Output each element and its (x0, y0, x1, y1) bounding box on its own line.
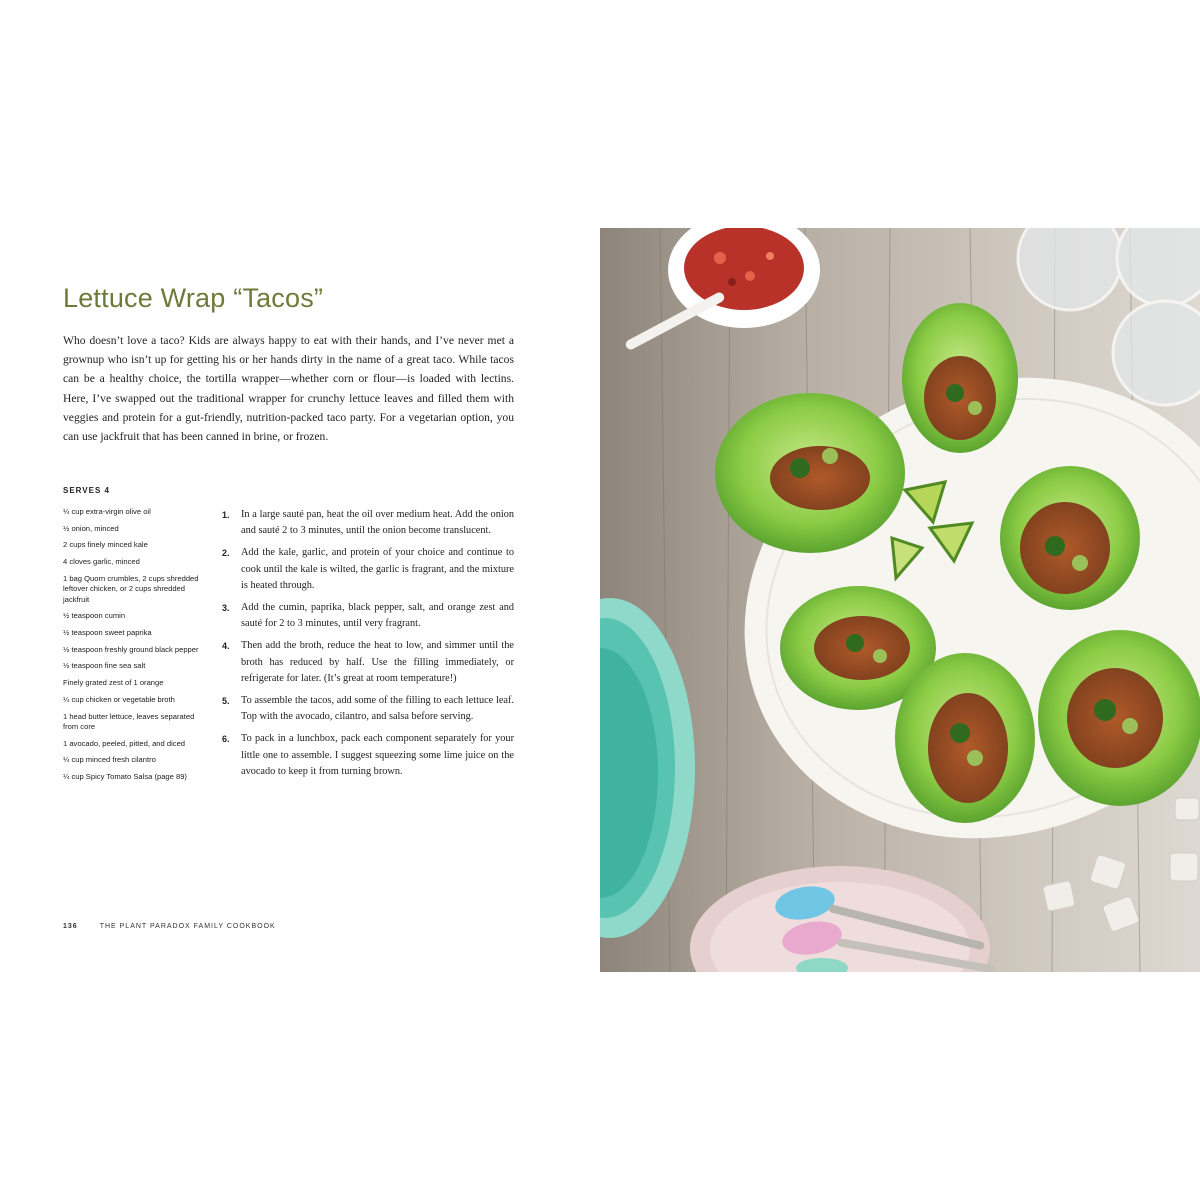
ingredient-item: 1 avocado, peeled, pitted, and diced (63, 738, 186, 748)
step-text: In a large sauté pan, heat the oil over medium heat. Add the onion and sauté 2 to 3 minutes, until the onion become translucent. (241, 509, 514, 537)
ingredient-list (63, 507, 203, 789)
ingredient-item: ½ onion, minced (63, 523, 119, 533)
method-step (222, 638, 514, 687)
lettuce-taco (895, 653, 1035, 823)
book-title: THE PLANT PARADOX FAMILY COOKBOOK (99, 923, 276, 930)
lettuce-taco (1038, 630, 1200, 806)
lettuce-taco (715, 393, 905, 553)
step-text: To pack in a lunchbox, pack each component separately for your little one to assemble. I suggest squeezing some lime juice on the avocado to keep it from turning brown. (241, 733, 514, 778)
ingredient-item: 1 bag Quorn crumbles, 2 cups shredded leftover chicken, or 2 cups shredded jackfruit (63, 573, 199, 604)
ingredient-item: ¼ cup minced fresh cilantro (63, 755, 156, 765)
ingredient-item: ¼ cup extra-virgin olive oil (63, 507, 151, 516)
ingredient-item: Finely grated zest of 1 orange (63, 678, 164, 688)
ingredient-item: 4 cloves garlic, minced (63, 557, 140, 567)
ingredient-item: ½ teaspoon fine sea salt (63, 661, 146, 671)
serves-label: SERVES 4 (63, 486, 110, 495)
step-number: 1. (222, 510, 230, 520)
step-number: 3. (222, 603, 230, 614)
recipe-title: Lettuce Wrap “Tacos” (63, 283, 324, 313)
method-step (222, 507, 514, 540)
step-text: Add the kale, garlic, and protein of your choice and continue to cook until the kale is wilted, the garlic is fragrant, and the mixture is heated through. (241, 547, 514, 592)
ingredient-item: 1 head butter lettuce, leaves separated from core (63, 711, 195, 731)
step-number: 4. (222, 641, 230, 652)
step-number: 6. (222, 734, 230, 745)
step-text: Add the cumin, paprika, black pepper, salt, and orange zest and sauté for 2 to 3 minutes, until very fragrant. (241, 602, 514, 630)
recipe-photo (600, 228, 1200, 972)
step-number: 5. (222, 696, 230, 707)
step-text: Then add the broth, reduce the heat to low, and simmer until the broth has reduced by half. Use the filling immediately, or refrigerate for later. (It’s great at room temperature!) (241, 640, 514, 685)
ingredient-item: ½ teaspoon cumin (63, 611, 126, 621)
ingredient-item: ½ teaspoon sweet paprika (63, 628, 152, 638)
method-steps (222, 507, 514, 786)
ingredient-item: ½ teaspoon freshly ground black pepper (63, 644, 199, 654)
method-step (222, 600, 514, 633)
lettuce-taco (1000, 466, 1140, 610)
recipe-intro: Who doesn’t love a taco? Kids are always happy to eat with their hands, and I’ve never met a grownup who isn’t up for getting his or her hands dirty in the name of a great taco. While tacos can be a healthy choice, the tortilla wrapper—whether corn or flour—is loaded with lectins. Here, I’ve swapped out the traditional wrapper for crunchy lettuce leaves and filled them with veggies and protein for a gut-friendly, nutrition-packed taco party. For a vegetarian option, you can use jackfruit that has been canned in brine, or frozen. (63, 334, 514, 444)
lettuce-taco (902, 303, 1018, 453)
page-footer (63, 923, 276, 930)
method-step (222, 693, 514, 726)
ingredient-item: ¼ cup chicken or vegetable broth (63, 694, 175, 704)
step-number: 2. (222, 548, 230, 559)
method-step (222, 545, 514, 594)
ingredient-item: 2 cups finely minced kale (63, 540, 148, 550)
method-step (222, 731, 514, 780)
page-number: 136 (63, 923, 78, 930)
ingredient-item: ¼ cup Spicy Tomato Salsa (page 89) (63, 772, 187, 782)
step-text: To assemble the tacos, add some of the filling to each lettuce leaf. Top with the avocado, cilantro, and salsa before serving. (241, 695, 514, 723)
